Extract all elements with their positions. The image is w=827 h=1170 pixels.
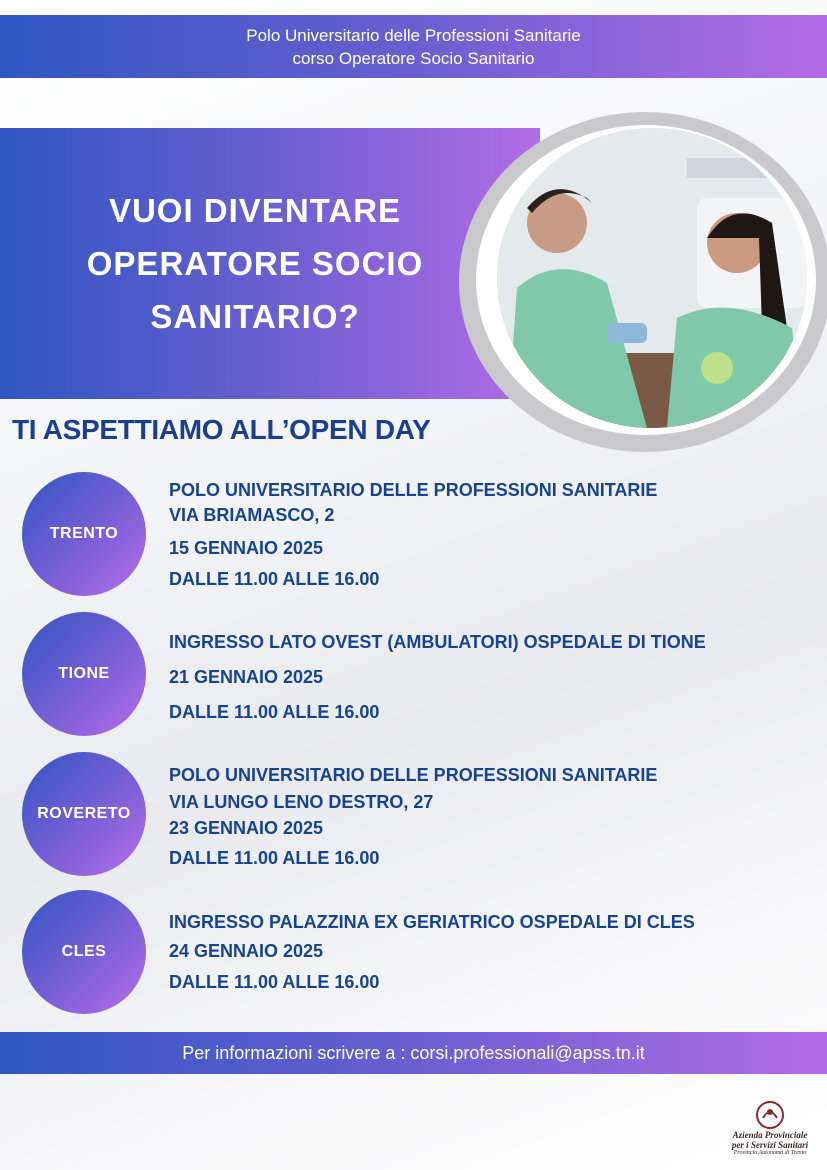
photo-nurses [497, 128, 807, 428]
event-location: INGRESSO PALAZZINA EX GERIATRICO OSPEDALE DI CLES [169, 912, 695, 932]
open-day-heading: TI ASPETTIAMO ALL’OPEN DAY [12, 414, 431, 445]
city-badge-cles [22, 890, 146, 1014]
event-location: INGRESSO LATO OVEST (AMBULATORI) OSPEDALE DI TIONE [169, 632, 706, 652]
nurses-illustration [497, 128, 807, 428]
logo-line-3: Provincia Autonoma di Trento [733, 1150, 807, 1156]
hero-title [20, 184, 490, 343]
footer-banner [0, 1032, 827, 1074]
header-banner [0, 15, 827, 78]
event-location: POLO UNIVERSITARIO DELLE PROFESSIONI SANITARIE [169, 765, 658, 785]
apss-logo [720, 1100, 820, 1160]
header-line-2: corso Operatore Socio Sanitario [292, 48, 535, 68]
logo-line-1: Azienda Provinciale [732, 1130, 808, 1140]
apss-emblem-icon [755, 1100, 785, 1130]
logo-line-2: per i Servizi Sanitari [731, 1140, 809, 1150]
city-badge-trento [22, 472, 146, 596]
event-time: DALLE 11.00 ALLE 16.00 [169, 569, 380, 589]
city-label: CLES [61, 943, 107, 960]
hero-title-line-2: OPERATORE SOCIO [86, 245, 424, 282]
event-time: DALLE 11.00 ALLE 16.00 [169, 848, 380, 868]
event-address: VIA BRIAMASCO, 2 [169, 505, 335, 525]
event-time: DALLE 11.00 ALLE 16.00 [169, 702, 380, 722]
event-time: DALLE 11.00 ALLE 16.00 [169, 972, 380, 992]
event-address: VIA LUNGO LENO DESTRO, 27 [169, 792, 434, 812]
event-date: 24 GENNAIO 2025 [169, 941, 324, 961]
contact-text: Per informazioni scrivere a : corsi.professionali@apss.tn.it [182, 1042, 645, 1063]
header-line-1: Polo Universitario delle Professioni Sanitarie [246, 25, 581, 45]
hero-title-line-1: VUOI DIVENTARE [108, 192, 402, 229]
city-label: ROVERETO [37, 805, 131, 822]
city-label: TRENTO [49, 525, 119, 542]
hero-title-line-3: SANITARIO? [150, 298, 360, 335]
city-badge-tione [22, 612, 146, 736]
city-label: TIONE [58, 665, 110, 682]
event-location: POLO UNIVERSITARIO DELLE PROFESSIONI SANITARIE [169, 480, 658, 500]
event-date: 23 GENNAIO 2025 [169, 818, 324, 838]
city-badge-rovereto [22, 752, 146, 876]
event-date: 15 GENNAIO 2025 [169, 538, 324, 558]
event-date: 21 GENNAIO 2025 [169, 667, 324, 687]
